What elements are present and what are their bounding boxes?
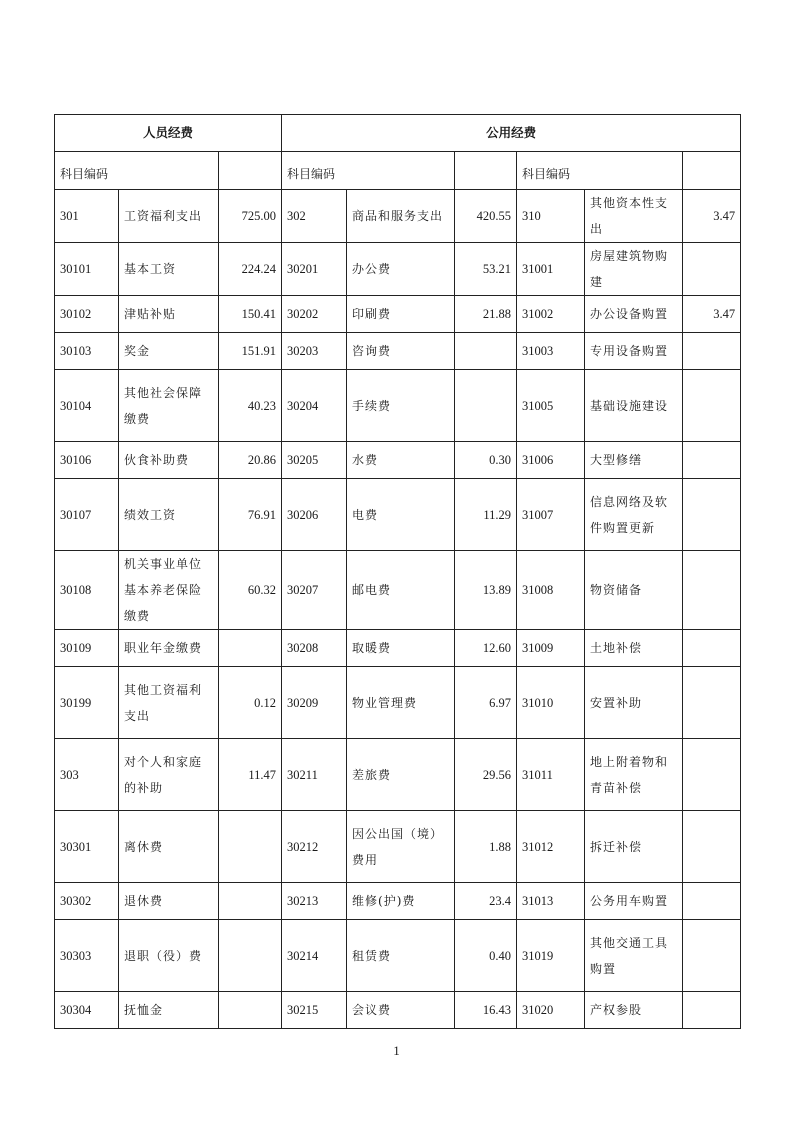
- capital-amount-cell: [683, 370, 741, 442]
- personnel-name-cell: 其他社会保障缴费: [119, 370, 219, 442]
- capital-amount-cell: [683, 479, 741, 551]
- goods-services-name-cell: 办公费: [347, 243, 455, 296]
- goods-services-code-cell: 30215: [282, 992, 347, 1029]
- goods-services-amount-cell: 420.55: [455, 190, 517, 243]
- personnel-name-cell: 绩效工资: [119, 479, 219, 551]
- goods-services-amount-cell: 12.60: [455, 630, 517, 667]
- personnel-amount-cell: 224.24: [219, 243, 282, 296]
- capital-name-cell: 公务用车购置: [585, 883, 683, 920]
- personnel-name-cell: 其他工资福利支出: [119, 667, 219, 739]
- goods-services-amount-cell: 11.29: [455, 479, 517, 551]
- goods-services-amount-cell: 13.89: [455, 551, 517, 630]
- goods-services-amount-cell: [455, 333, 517, 370]
- personnel-amount-cell: 11.47: [219, 739, 282, 811]
- capital-code-cell: 31003: [517, 333, 585, 370]
- personnel-amount-cell: 40.23: [219, 370, 282, 442]
- goods-services-code-cell: 302: [282, 190, 347, 243]
- capital-amount-cell: [683, 630, 741, 667]
- capital-code-cell: 31011: [517, 739, 585, 811]
- goods-services-amount-cell: 53.21: [455, 243, 517, 296]
- personnel-amount-cell: [219, 920, 282, 992]
- column-header-row: [55, 152, 741, 190]
- personnel-code-cell: 30199: [55, 667, 119, 739]
- personnel-amount-cell: 60.32: [219, 551, 282, 630]
- personnel-amount-cell: [219, 992, 282, 1029]
- goods-services-code-cell: 30213: [282, 883, 347, 920]
- table-row: [55, 442, 741, 479]
- table-row: [55, 551, 741, 630]
- code-header-3: 科目编码: [517, 152, 683, 190]
- capital-name-cell: 大型修缮: [585, 442, 683, 479]
- table-row: [55, 920, 741, 992]
- personnel-amount-cell: 0.12: [219, 667, 282, 739]
- goods-services-amount-cell: 29.56: [455, 739, 517, 811]
- table-row: [55, 630, 741, 667]
- capital-amount-cell: [683, 551, 741, 630]
- table-row: [55, 811, 741, 883]
- personnel-code-cell: 30101: [55, 243, 119, 296]
- blank-header-3: [683, 152, 741, 190]
- goods-services-name-cell: 商品和服务支出: [347, 190, 455, 243]
- personnel-code-cell: 303: [55, 739, 119, 811]
- capital-name-cell: 其他交通工具购置: [585, 920, 683, 992]
- goods-services-amount-cell: 21.88: [455, 296, 517, 333]
- goods-services-code-cell: 30208: [282, 630, 347, 667]
- goods-services-name-cell: 手续费: [347, 370, 455, 442]
- code-header-1: 科目编码: [55, 152, 219, 190]
- capital-code-cell: 31012: [517, 811, 585, 883]
- goods-services-amount-cell: [455, 370, 517, 442]
- personnel-amount-cell: [219, 811, 282, 883]
- goods-services-amount-cell: 1.88: [455, 811, 517, 883]
- capital-code-cell: 31005: [517, 370, 585, 442]
- goods-services-name-cell: 印刷费: [347, 296, 455, 333]
- capital-amount-cell: [683, 920, 741, 992]
- personnel-name-cell: 职业年金缴费: [119, 630, 219, 667]
- capital-name-cell: 信息网络及软件购置更新: [585, 479, 683, 551]
- goods-services-name-cell: 差旅费: [347, 739, 455, 811]
- capital-code-cell: 31019: [517, 920, 585, 992]
- personnel-amount-cell: 150.41: [219, 296, 282, 333]
- capital-code-cell: 31001: [517, 243, 585, 296]
- capital-amount-cell: [683, 442, 741, 479]
- personnel-code-cell: 30102: [55, 296, 119, 333]
- goods-services-name-cell: 因公出国（境）费用: [347, 811, 455, 883]
- goods-services-name-cell: 维修(护)费: [347, 883, 455, 920]
- personnel-name-cell: 退职（役）费: [119, 920, 219, 992]
- goods-services-name-cell: 物业管理费: [347, 667, 455, 739]
- budget-table: [54, 114, 741, 1029]
- capital-amount-cell: [683, 739, 741, 811]
- personnel-amount-cell: [219, 630, 282, 667]
- personnel-name-cell: 津贴补贴: [119, 296, 219, 333]
- capital-code-cell: 31020: [517, 992, 585, 1029]
- table-body: [55, 190, 741, 1029]
- code-header-2: 科目编码: [282, 152, 455, 190]
- capital-amount-cell: [683, 243, 741, 296]
- personnel-name-cell: 离休费: [119, 811, 219, 883]
- personnel-name-cell: 退休费: [119, 883, 219, 920]
- goods-services-code-cell: 30201: [282, 243, 347, 296]
- capital-amount-cell: [683, 883, 741, 920]
- goods-services-name-cell: 取暖费: [347, 630, 455, 667]
- personnel-code-cell: 30304: [55, 992, 119, 1029]
- personnel-code-cell: 30106: [55, 442, 119, 479]
- goods-services-code-cell: 30205: [282, 442, 347, 479]
- personnel-name-cell: 对个人和家庭的补助: [119, 739, 219, 811]
- goods-services-amount-cell: 0.40: [455, 920, 517, 992]
- personnel-name-cell: 基本工资: [119, 243, 219, 296]
- page-number: 1: [393, 1043, 400, 1058]
- goods-services-code-cell: 30211: [282, 739, 347, 811]
- table-row: [55, 370, 741, 442]
- goods-services-amount-cell: 6.97: [455, 667, 517, 739]
- goods-services-amount-cell: 0.30: [455, 442, 517, 479]
- personnel-name-cell: 奖金: [119, 333, 219, 370]
- goods-services-code-cell: 30206: [282, 479, 347, 551]
- table-row: [55, 243, 741, 296]
- capital-code-cell: 31002: [517, 296, 585, 333]
- personnel-code-cell: 30302: [55, 883, 119, 920]
- personnel-code-cell: 30104: [55, 370, 119, 442]
- capital-code-cell: 31009: [517, 630, 585, 667]
- blank-header-2: [455, 152, 517, 190]
- capital-code-cell: 31010: [517, 667, 585, 739]
- table-row: [55, 739, 741, 811]
- goods-services-code-cell: 30203: [282, 333, 347, 370]
- table-row: [55, 479, 741, 551]
- capital-code-cell: 31013: [517, 883, 585, 920]
- goods-services-name-cell: 租赁费: [347, 920, 455, 992]
- capital-name-cell: 拆迁补偿: [585, 811, 683, 883]
- goods-services-amount-cell: 23.4: [455, 883, 517, 920]
- capital-code-cell: 310: [517, 190, 585, 243]
- goods-services-code-cell: 30204: [282, 370, 347, 442]
- capital-name-cell: 地上附着物和青苗补偿: [585, 739, 683, 811]
- goods-services-code-cell: 30212: [282, 811, 347, 883]
- capital-amount-cell: [683, 667, 741, 739]
- goods-services-name-cell: 咨询费: [347, 333, 455, 370]
- personnel-amount-cell: 151.91: [219, 333, 282, 370]
- goods-services-code-cell: 30209: [282, 667, 347, 739]
- personnel-name-cell: 伙食补助费: [119, 442, 219, 479]
- capital-name-cell: 基础设施建设: [585, 370, 683, 442]
- personnel-amount-cell: 725.00: [219, 190, 282, 243]
- personnel-code-cell: 30109: [55, 630, 119, 667]
- personnel-code-cell: 30103: [55, 333, 119, 370]
- capital-amount-cell: 3.47: [683, 296, 741, 333]
- table-row: [55, 883, 741, 920]
- capital-code-cell: 31006: [517, 442, 585, 479]
- capital-code-cell: 31007: [517, 479, 585, 551]
- capital-name-cell: 产权参股: [585, 992, 683, 1029]
- goods-services-name-cell: 会议费: [347, 992, 455, 1029]
- personnel-code-cell: 30303: [55, 920, 119, 992]
- goods-services-code-cell: 30214: [282, 920, 347, 992]
- goods-services-name-cell: 邮电费: [347, 551, 455, 630]
- table-row: [55, 296, 741, 333]
- capital-name-cell: 土地补偿: [585, 630, 683, 667]
- personnel-code-cell: 30108: [55, 551, 119, 630]
- goods-services-name-cell: 电费: [347, 479, 455, 551]
- personnel-amount-cell: 76.91: [219, 479, 282, 551]
- personnel-name-cell: 机关事业单位基本养老保险缴费: [119, 551, 219, 630]
- capital-code-cell: 31008: [517, 551, 585, 630]
- personnel-amount-cell: [219, 883, 282, 920]
- section-header-row: [55, 115, 741, 152]
- personnel-code-cell: 30107: [55, 479, 119, 551]
- table-row: [55, 992, 741, 1029]
- personnel-amount-cell: 20.86: [219, 442, 282, 479]
- personnel-section-title: 人员经费: [55, 115, 282, 152]
- capital-amount-cell: [683, 811, 741, 883]
- table-row: [55, 333, 741, 370]
- capital-amount-cell: [683, 333, 741, 370]
- capital-name-cell: 物资储备: [585, 551, 683, 630]
- capital-name-cell: 房屋建筑物购建: [585, 243, 683, 296]
- personnel-name-cell: 抚恤金: [119, 992, 219, 1029]
- table-row: [55, 667, 741, 739]
- goods-services-code-cell: 30202: [282, 296, 347, 333]
- personnel-code-cell: 301: [55, 190, 119, 243]
- capital-name-cell: 专用设备购置: [585, 333, 683, 370]
- capital-amount-cell: [683, 992, 741, 1029]
- capital-name-cell: 安置补助: [585, 667, 683, 739]
- blank-header-1: [219, 152, 282, 190]
- personnel-name-cell: 工资福利支出: [119, 190, 219, 243]
- capital-amount-cell: 3.47: [683, 190, 741, 243]
- personnel-code-cell: 30301: [55, 811, 119, 883]
- table-row: [55, 190, 741, 243]
- public-section-title: 公用经费: [282, 115, 741, 152]
- capital-name-cell: 办公设备购置: [585, 296, 683, 333]
- capital-name-cell: 其他资本性支出: [585, 190, 683, 243]
- goods-services-name-cell: 水费: [347, 442, 455, 479]
- goods-services-code-cell: 30207: [282, 551, 347, 630]
- goods-services-amount-cell: 16.43: [455, 992, 517, 1029]
